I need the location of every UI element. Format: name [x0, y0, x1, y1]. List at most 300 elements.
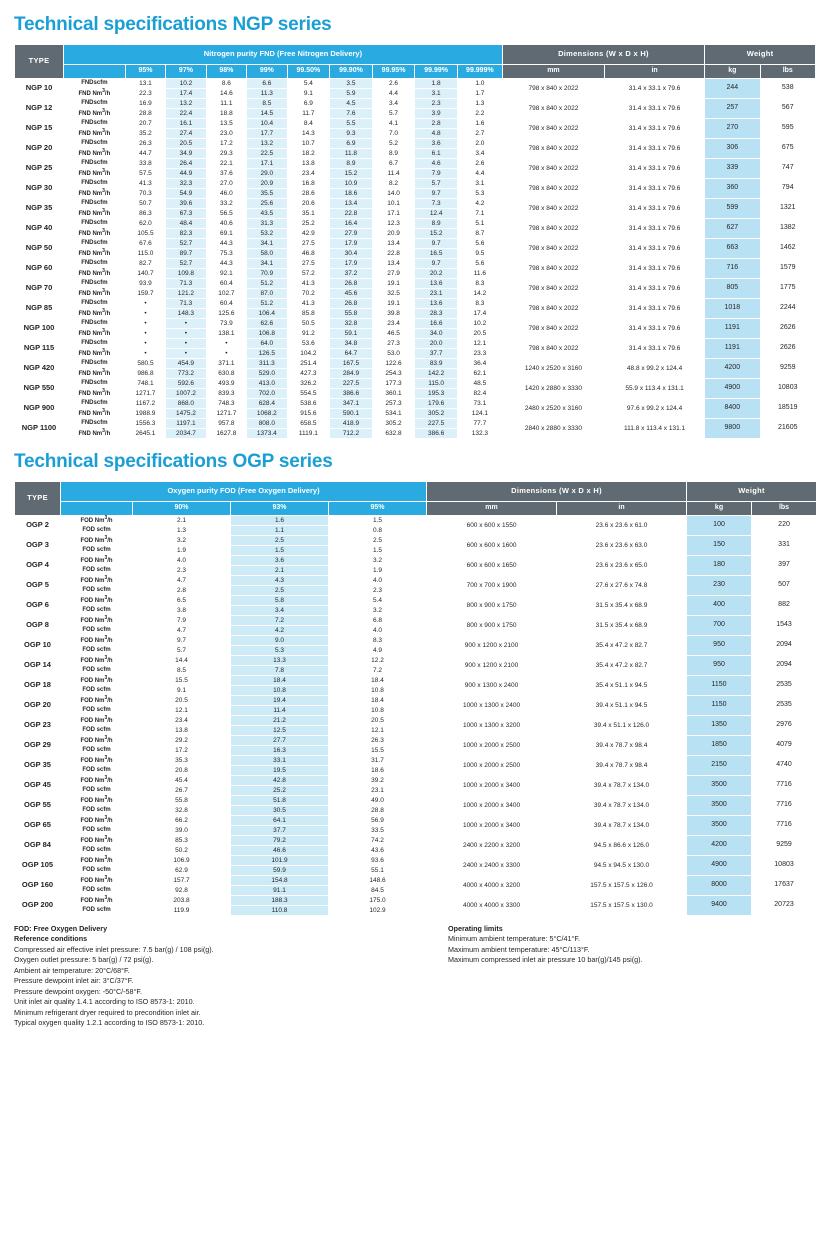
ngp-cell-nm3h: 17.4	[166, 89, 206, 99]
ngp-cell-scfm: 13.5	[206, 119, 246, 129]
table-row	[15, 99, 816, 109]
ngp-cell-nm3h: 70.2	[287, 289, 330, 299]
ngp-cell-scfm: 13.2	[247, 139, 287, 149]
ogp-unit-scfm: FOD scfm	[61, 886, 133, 896]
ngp-cell-weight-kg: 339	[705, 159, 760, 179]
ngp-cell-scfm: 77.7	[457, 419, 502, 429]
ngp-row-type: NGP 12	[15, 99, 64, 119]
ogp-cell-nm3h: 18.4	[231, 676, 329, 686]
ngp-cell-nm3h: 18.8	[206, 109, 246, 119]
ngp-cell-nm3h: 3.9	[415, 109, 458, 119]
ngp-cell-nm3h: 534.1	[372, 409, 415, 419]
ngp-cell-scfm: 326.2	[287, 379, 330, 389]
ogp-cell-weight-lbs: 7716	[752, 776, 817, 796]
ngp-purity-0: 95%	[125, 65, 165, 79]
ngp-cell-nm3h: 14.3	[287, 129, 330, 139]
ogp-cell-dim-in: 39.4 x 78.7 x 134.0	[557, 776, 687, 796]
ogp-cell-nm3h: 157.7	[133, 876, 231, 886]
ogp-cell-dim-in: 23.6 x 23.6 x 63.0	[557, 536, 687, 556]
ogp-cell-weight-kg: 4200	[687, 836, 752, 856]
ngp-cell-nm3h: 86.3	[125, 209, 165, 219]
ogp-unit-nm3h: FOD Nm$^3$/h	[61, 576, 133, 586]
ngp-col-weight-group: Weight	[705, 45, 816, 65]
ogp-cell-weight-kg: 150	[687, 536, 752, 556]
ngp-cell-nm3h: 1373.4	[247, 429, 287, 439]
ogp-row-type: OGP 84	[15, 836, 61, 856]
ngp-cell-scfm: 17.1	[247, 159, 287, 169]
ngp-cell-scfm: 1.0	[457, 79, 502, 89]
table-row	[15, 419, 816, 429]
ogp-dim-in: in	[557, 502, 687, 516]
ngp-cell-dim-mm: 798 x 840 x 2022	[502, 79, 604, 99]
footnotes-left	[14, 924, 434, 1028]
ngp-cell-nm3h: 11.6	[457, 269, 502, 279]
ngp-cell-scfm: 93.9	[125, 279, 165, 289]
ogp-cell-dim-mm: 900 x 1200 x 2100	[427, 656, 557, 676]
ngp-cell-nm3h: 4.4	[457, 169, 502, 179]
ogp-cell-dim-in: 35.4 x 47.2 x 82.7	[557, 636, 687, 656]
ngp-cell-nm3h: 427.3	[287, 369, 330, 379]
ngp-cell-scfm: 10.1	[372, 199, 415, 209]
ngp-cell-nm3h: 11.8	[330, 149, 373, 159]
ngp-cell-nm3h: 7.9	[415, 169, 458, 179]
ngp-cell-scfm: 71.3	[166, 279, 206, 289]
ogp-cell-scfm: 12.5	[231, 726, 329, 736]
ngp-cell-scfm: 20.7	[125, 119, 165, 129]
ogp-cell-scfm: 91.1	[231, 886, 329, 896]
ogp-cell-nm3h: 203.8	[133, 896, 231, 906]
ogp-row-type: OGP 18	[15, 676, 61, 696]
ngp-cell-scfm: 52.7	[166, 239, 206, 249]
ngp-cell-nm3h: 148.3	[166, 309, 206, 319]
ngp-cell-scfm: 5.5	[330, 119, 373, 129]
ngp-cell-scfm: 251.4	[287, 359, 330, 369]
ngp-cell-scfm: 592.6	[166, 379, 206, 389]
ngp-cell-dim-mm: 798 x 840 x 2022	[502, 279, 604, 299]
ogp-unit-nm3h: FOD Nm$^3$/h	[61, 696, 133, 706]
ogp-unit-nm3h: FOD Nm$^3$/h	[61, 856, 133, 866]
ogp-cell-nm3h: 29.2	[133, 736, 231, 746]
ngp-cell-weight-lbs: 1321	[760, 199, 816, 219]
footnotes-right	[448, 924, 808, 1028]
ngp-cell-scfm: 32.8	[330, 319, 373, 329]
ngp-cell-nm3h: 70.9	[247, 269, 287, 279]
ogp-cell-nm3h: 66.2	[133, 816, 231, 826]
ngp-cell-scfm: 26.3	[125, 139, 165, 149]
ogp-unit-scfm: FOD scfm	[61, 646, 133, 656]
ngp-cell-nm3h: 91.2	[287, 329, 330, 339]
ngp-cell-nm3h: 9.5	[457, 249, 502, 259]
ogp-cell-scfm: 1.5	[329, 546, 427, 556]
ngp-cell-scfm: 64.0	[247, 339, 287, 349]
ngp-unit-scfm: FNDscfm	[63, 359, 125, 369]
ogp-cell-dim-in: 39.4 x 78.7 x 134.0	[557, 796, 687, 816]
ogp-cell-nm3h: 3.6	[231, 556, 329, 566]
ogp-cell-nm3h: 20.5	[133, 696, 231, 706]
ogp-cell-scfm: 10.8	[329, 686, 427, 696]
ngp-cell-nm3h: 62.1	[457, 369, 502, 379]
ogp-cell-nm3h: 21.2	[231, 716, 329, 726]
ngp-cell-nm3h: 17.4	[457, 309, 502, 319]
ngp-cell-scfm: 10.4	[247, 119, 287, 129]
ngp-cell-nm3h: 23.4	[287, 169, 330, 179]
ngp-cell-scfm: 628.4	[247, 399, 287, 409]
ngp-cell-dim-mm: 2840 x 2880 x 3330	[502, 419, 604, 439]
ngp-cell-nm3h: 14.0	[372, 189, 415, 199]
ngp-cell-nm3h: •	[166, 329, 206, 339]
ngp-cell-weight-lbs: 2244	[760, 299, 816, 319]
ngp-cell-scfm: 51.2	[247, 279, 287, 289]
ogp-unit-nm3h: FOD Nm$^3$/h	[61, 676, 133, 686]
ogp-cell-scfm: 62.9	[133, 866, 231, 876]
ngp-cell-nm3h: 554.5	[287, 389, 330, 399]
ngp-cell-nm3h: 106.8	[247, 329, 287, 339]
ngp-cell-dim-in: 31.4 x 33.1 x 79.6	[605, 339, 705, 359]
ngp-cell-scfm: 53.6	[287, 339, 330, 349]
ogp-cell-scfm: 19.5	[231, 766, 329, 776]
ngp-cell-nm3h: 75.3	[206, 249, 246, 259]
ogp-cell-nm3h: 13.3	[231, 656, 329, 666]
ogp-cell-nm3h: 27.7	[231, 736, 329, 746]
ngp-cell-weight-kg: 1018	[705, 299, 760, 319]
ogp-cell-scfm: 12.1	[133, 706, 231, 716]
ngp-cell-scfm: 50.5	[287, 319, 330, 329]
ngp-cell-dim-mm: 798 x 840 x 2022	[502, 119, 604, 139]
ngp-cell-weight-lbs: 1775	[760, 279, 816, 299]
ngp-cell-nm3h: 915.6	[287, 409, 330, 419]
ngp-cell-nm3h: 56.5	[206, 209, 246, 219]
ngp-cell-scfm: 2.6	[372, 79, 415, 89]
ogp-cell-scfm: 11.4	[231, 706, 329, 716]
ogp-row-type: OGP 65	[15, 816, 61, 836]
ngp-row-type: NGP 20	[15, 139, 64, 159]
ngp-spec-table	[14, 44, 816, 439]
ngp-cell-nm3h: 986.8	[125, 369, 165, 379]
ogp-cell-weight-kg: 3500	[687, 776, 752, 796]
ngp-unit-scfm: FNDscfm	[63, 419, 125, 429]
ngp-cell-nm3h: 34.9	[166, 149, 206, 159]
ngp-cell-scfm: 418.9	[330, 419, 373, 429]
ngp-cell-nm3h: 590.1	[330, 409, 373, 419]
ogp-cell-scfm: 55.1	[329, 866, 427, 876]
ngp-cell-nm3h: 159.7	[125, 289, 165, 299]
ngp-cell-nm3h: 17.1	[372, 209, 415, 219]
ngp-cell-weight-kg: 257	[705, 99, 760, 119]
ngp-cell-scfm: 3.4	[372, 99, 415, 109]
ngp-row-type: NGP 15	[15, 119, 64, 139]
ngp-cell-nm3h: 5.7	[372, 109, 415, 119]
ngp-cell-scfm: 33.8	[125, 159, 165, 169]
ngp-cell-weight-kg: 360	[705, 179, 760, 199]
ngp-cell-nm3h: 11.3	[247, 89, 287, 99]
ngp-cell-scfm: 73.1	[457, 399, 502, 409]
ogp-cell-nm3h: 85.3	[133, 836, 231, 846]
ogp-cell-weight-kg: 4900	[687, 856, 752, 876]
ngp-cell-weight-kg: 8400	[705, 399, 760, 419]
ngp-row-type: NGP 35	[15, 199, 64, 219]
ngp-cell-nm3h: 7.1	[457, 209, 502, 219]
ogp-cell-dim-in: 35.4 x 47.2 x 82.7	[557, 656, 687, 676]
footnote-line: Typical oxygen quality 1.2.1 according to ISO 8573-1: 2010.	[14, 1017, 205, 1027]
ngp-cell-scfm: 2.6	[457, 159, 502, 169]
ogp-cell-nm3h: 15.5	[133, 676, 231, 686]
ogp-cell-scfm: 7.2	[329, 666, 427, 676]
ogp-cell-scfm: 2.3	[133, 566, 231, 576]
ogp-cell-scfm: 1.1	[231, 526, 329, 536]
ngp-unit-scfm: FNDscfm	[63, 319, 125, 329]
ngp-cell-nm3h: 46.0	[206, 189, 246, 199]
ogp-cell-scfm: 23.1	[329, 786, 427, 796]
ogp-cell-dim-in: 39.4 x 78.7 x 98.4	[557, 736, 687, 756]
ogp-cell-dim-mm: 2400 x 2200 x 3200	[427, 836, 557, 856]
ogp-unit-nm3h: FOD Nm$^3$/h	[61, 776, 133, 786]
ogp-purity-2: 95%	[329, 502, 427, 516]
operating-limits-title: Operating limits	[448, 924, 503, 933]
ngp-unit-nm3h: FND Nm$^3$/h	[63, 109, 125, 119]
ngp-cell-scfm: 6.6	[247, 79, 287, 89]
ngp-unit-scfm: FNDscfm	[63, 179, 125, 189]
ngp-cell-nm3h: 1627.8	[206, 429, 246, 439]
ngp-cell-nm3h: 44.7	[125, 149, 165, 159]
ogp-cell-nm3h: 6.8	[329, 616, 427, 626]
ogp-row-type: OGP 55	[15, 796, 61, 816]
ngp-unit-nm3h: FND Nm$^3$/h	[63, 189, 125, 199]
ogp-cell-dim-in: 94.5 x 94.5 x 130.0	[557, 856, 687, 876]
ngp-cell-weight-lbs: 18519	[760, 399, 816, 419]
ogp-purity-0: 90%	[133, 502, 231, 516]
ogp-unit-scfm: FOD scfm	[61, 606, 133, 616]
ngp-purity-3: 99%	[247, 65, 287, 79]
ngp-cell-nm3h: 53.0	[372, 349, 415, 359]
ngp-wt-kg: kg	[705, 65, 760, 79]
ogp-cell-scfm: 2.3	[329, 586, 427, 596]
ngp-cell-scfm: 51.2	[247, 299, 287, 309]
ngp-cell-dim-mm: 1240 x 2520 x 3160	[502, 359, 604, 379]
ngp-cell-nm3h: 64.7	[330, 349, 373, 359]
ogp-cell-weight-kg: 400	[687, 596, 752, 616]
ogp-cell-scfm: 33.5	[329, 826, 427, 836]
ogp-unit-scfm: FOD scfm	[61, 866, 133, 876]
ogp-cell-scfm: 20.8	[133, 766, 231, 776]
ngp-cell-dim-mm: 798 x 840 x 2022	[502, 339, 604, 359]
ngp-unit-scfm: FNDscfm	[63, 99, 125, 109]
ngp-cell-dim-in: 31.4 x 33.1 x 79.6	[605, 179, 705, 199]
ngp-purity-2: 98%	[206, 65, 246, 79]
ngp-cell-scfm: 658.5	[287, 419, 330, 429]
ngp-purity-1: 97%	[166, 65, 206, 79]
table-row	[15, 696, 817, 706]
ngp-cell-scfm: 808.0	[247, 419, 287, 429]
ogp-row-type: OGP 160	[15, 876, 61, 896]
ngp-cell-scfm: 13.6	[415, 279, 458, 289]
ogp-cell-scfm: 102.9	[329, 906, 427, 916]
ngp-cell-dim-in: 31.4 x 33.1 x 79.6	[605, 139, 705, 159]
ogp-unit-nm3h: FOD Nm$^3$/h	[61, 536, 133, 546]
ogp-unit-scfm: FOD scfm	[61, 686, 133, 696]
ogp-purity-spacer	[61, 502, 133, 516]
ngp-cell-nm3h: 69.1	[206, 229, 246, 239]
ngp-cell-scfm: 371.1	[206, 359, 246, 369]
ngp-cell-scfm: 748.1	[125, 379, 165, 389]
ngp-cell-nm3h: 386.6	[415, 429, 458, 439]
ogp-row-type: OGP 105	[15, 856, 61, 876]
ogp-row-type: OGP 20	[15, 696, 61, 716]
ngp-cell-nm3h: 20.9	[372, 229, 415, 239]
ogp-cell-dim-in: 31.5 x 35.4 x 68.9	[557, 596, 687, 616]
ngp-cell-scfm: •	[125, 319, 165, 329]
ogp-cell-scfm: 1.5	[231, 546, 329, 556]
ngp-cell-scfm: 5.1	[457, 219, 502, 229]
table-row	[15, 179, 816, 189]
ogp-cell-nm3h: 4.0	[329, 576, 427, 586]
ngp-cell-weight-lbs: 1579	[760, 259, 816, 279]
ngp-cell-nm3h: 6.1	[415, 149, 458, 159]
ngp-cell-nm3h: 1271.7	[206, 409, 246, 419]
table-row	[15, 796, 817, 806]
ngp-cell-scfm: 27.5	[287, 259, 330, 269]
ngp-row-type: NGP 40	[15, 219, 64, 239]
ogp-row-type: OGP 23	[15, 716, 61, 736]
ngp-cell-scfm: 1.3	[457, 99, 502, 109]
ngp-cell-nm3h: 14.6	[206, 89, 246, 99]
ogp-cell-nm3h: 33.1	[231, 756, 329, 766]
ogp-unit-nm3h: FOD Nm$^3$/h	[61, 556, 133, 566]
ogp-cell-nm3h: 9.7	[133, 636, 231, 646]
ngp-cell-scfm: 1197.1	[166, 419, 206, 429]
ngp-unit-scfm: FNDscfm	[63, 219, 125, 229]
ngp-cell-scfm: 5.6	[457, 259, 502, 269]
ngp-cell-nm3h: 58.0	[247, 249, 287, 259]
ngp-cell-nm3h: 87.0	[247, 289, 287, 299]
fod-title: FOD: Free Oxygen Delivery	[14, 924, 108, 933]
ngp-cell-scfm: 10.9	[330, 179, 373, 189]
ogp-cell-nm3h: 79.2	[231, 836, 329, 846]
ngp-cell-nm3h: •	[206, 349, 246, 359]
ngp-cell-nm3h: 22.3	[125, 89, 165, 99]
ogp-wt-lbs: lbs	[752, 502, 817, 516]
ogp-purity-1: 93%	[231, 502, 329, 516]
ngp-cell-nm3h: 37.2	[330, 269, 373, 279]
ogp-cell-scfm: 43.6	[329, 846, 427, 856]
ngp-cell-scfm: 31.3	[247, 219, 287, 229]
ogp-cell-nm3h: 49.0	[329, 796, 427, 806]
ngp-cell-nm3h: 14.2	[457, 289, 502, 299]
ngp-cell-nm3h: 121.2	[166, 289, 206, 299]
ogp-unit-nm3h: FOD Nm$^3$/h	[61, 736, 133, 746]
ogp-cell-nm3h: 93.6	[329, 856, 427, 866]
ogp-unit-scfm: FOD scfm	[61, 726, 133, 736]
table-row	[15, 379, 816, 389]
ogp-cell-dim-in: 39.4 x 78.7 x 134.0	[557, 816, 687, 836]
ngp-cell-scfm: 413.0	[247, 379, 287, 389]
ogp-cell-scfm: 4.2	[231, 626, 329, 636]
ogp-cell-scfm: 5.3	[231, 646, 329, 656]
ngp-cell-scfm: 20.5	[166, 139, 206, 149]
ogp-unit-nm3h: FOD Nm$^3$/h	[61, 656, 133, 666]
ogp-cell-nm3h: 14.4	[133, 656, 231, 666]
table-row	[15, 239, 816, 249]
ogp-cell-weight-lbs: 397	[752, 556, 817, 576]
footnote-line: Unit inlet air quality 1.4.1 according to ISO 8573-1: 2010.	[14, 997, 195, 1007]
ogp-col-dimensions-group: Dimensions (W x D x H)	[427, 482, 687, 502]
ngp-cell-dim-mm: 798 x 840 x 2022	[502, 99, 604, 119]
ngp-cell-nm3h: 7.0	[372, 129, 415, 139]
ogp-cell-weight-lbs: 17637	[752, 876, 817, 896]
ogp-cell-dim-mm: 600 x 600 x 1650	[427, 556, 557, 576]
ngp-cell-scfm: 227.5	[330, 379, 373, 389]
ngp-cell-nm3h: 92.1	[206, 269, 246, 279]
ogp-cell-scfm: 2.8	[133, 586, 231, 596]
ogp-cell-dim-mm: 1000 x 2000 x 2500	[427, 736, 557, 756]
ogp-cell-dim-mm: 600 x 600 x 1550	[427, 516, 557, 536]
ngp-unit-nm3h: FND Nm$^3$/h	[63, 369, 125, 379]
ngp-cell-nm3h: 140.7	[125, 269, 165, 279]
ngp-cell-scfm: 311.3	[247, 359, 287, 369]
ngp-cell-nm3h: 44.9	[166, 169, 206, 179]
ngp-unit-nm3h: FND Nm$^3$/h	[63, 329, 125, 339]
ngp-cell-nm3h: 254.3	[372, 369, 415, 379]
ngp-cell-scfm: 60.4	[206, 299, 246, 309]
ngp-cell-nm3h: 57.2	[287, 269, 330, 279]
ngp-cell-nm3h: 9.7	[415, 189, 458, 199]
ngp-cell-nm3h: 22.5	[247, 149, 287, 159]
ogp-cell-dim-in: 39.4 x 51.1 x 94.5	[557, 696, 687, 716]
ngp-cell-nm3h: 105.5	[125, 229, 165, 239]
ogp-cell-weight-kg: 3500	[687, 816, 752, 836]
ngp-cell-nm3h: 28.3	[415, 309, 458, 319]
ngp-cell-nm3h: 20.2	[415, 269, 458, 279]
ogp-cell-nm3h: 1.5	[329, 516, 427, 526]
ngp-cell-scfm: 33.2	[206, 199, 246, 209]
ogp-cell-scfm: 0.8	[329, 526, 427, 536]
ngp-cell-scfm: •	[166, 339, 206, 349]
ngp-cell-nm3h: 22.8	[372, 249, 415, 259]
ogp-cell-nm3h: 4.7	[133, 576, 231, 586]
ngp-cell-nm3h: 43.5	[247, 209, 287, 219]
ngp-cell-nm3h: 142.2	[415, 369, 458, 379]
ogp-cell-nm3h: 6.5	[133, 596, 231, 606]
ngp-cell-nm3h: 35.5	[247, 189, 287, 199]
ogp-cell-nm3h: 101.9	[231, 856, 329, 866]
ngp-cell-nm3h: 27.4	[166, 129, 206, 139]
ngp-wt-lbs: lbs	[760, 65, 816, 79]
ngp-cell-nm3h: 42.9	[287, 229, 330, 239]
ngp-cell-nm3h: 1007.2	[166, 389, 206, 399]
ogp-cell-nm3h: 7.9	[133, 616, 231, 626]
ogp-unit-nm3h: FOD Nm$^3$/h	[61, 816, 133, 826]
ngp-purity-6: 99.95%	[372, 65, 415, 79]
ogp-cell-scfm: 7.8	[231, 666, 329, 676]
ngp-table-body	[15, 79, 816, 439]
ngp-cell-scfm: 26.8	[330, 299, 373, 309]
table-row	[15, 259, 816, 269]
ngp-cell-nm3h: 4.8	[415, 129, 458, 139]
ngp-cell-scfm: 122.6	[372, 359, 415, 369]
ogp-cell-dim-mm: 4000 x 4000 x 3200	[427, 876, 557, 896]
ngp-cell-scfm: 16.6	[415, 319, 458, 329]
ngp-cell-nm3h: 16.5	[415, 249, 458, 259]
ogp-cell-dim-mm: 600 x 600 x 1600	[427, 536, 557, 556]
ngp-cell-weight-lbs: 567	[760, 99, 816, 119]
ngp-unit-scfm: FNDscfm	[63, 259, 125, 269]
ngp-row-type: NGP 50	[15, 239, 64, 259]
ngp-cell-weight-kg: 1191	[705, 339, 760, 359]
ngp-cell-scfm: 34.8	[330, 339, 373, 349]
ngp-cell-nm3h: 22.4	[166, 109, 206, 119]
ngp-cell-scfm: 4.6	[415, 159, 458, 169]
ngp-cell-nm3h: 18.6	[330, 189, 373, 199]
ogp-cell-dim-in: 23.6 x 23.6 x 61.0	[557, 516, 687, 536]
